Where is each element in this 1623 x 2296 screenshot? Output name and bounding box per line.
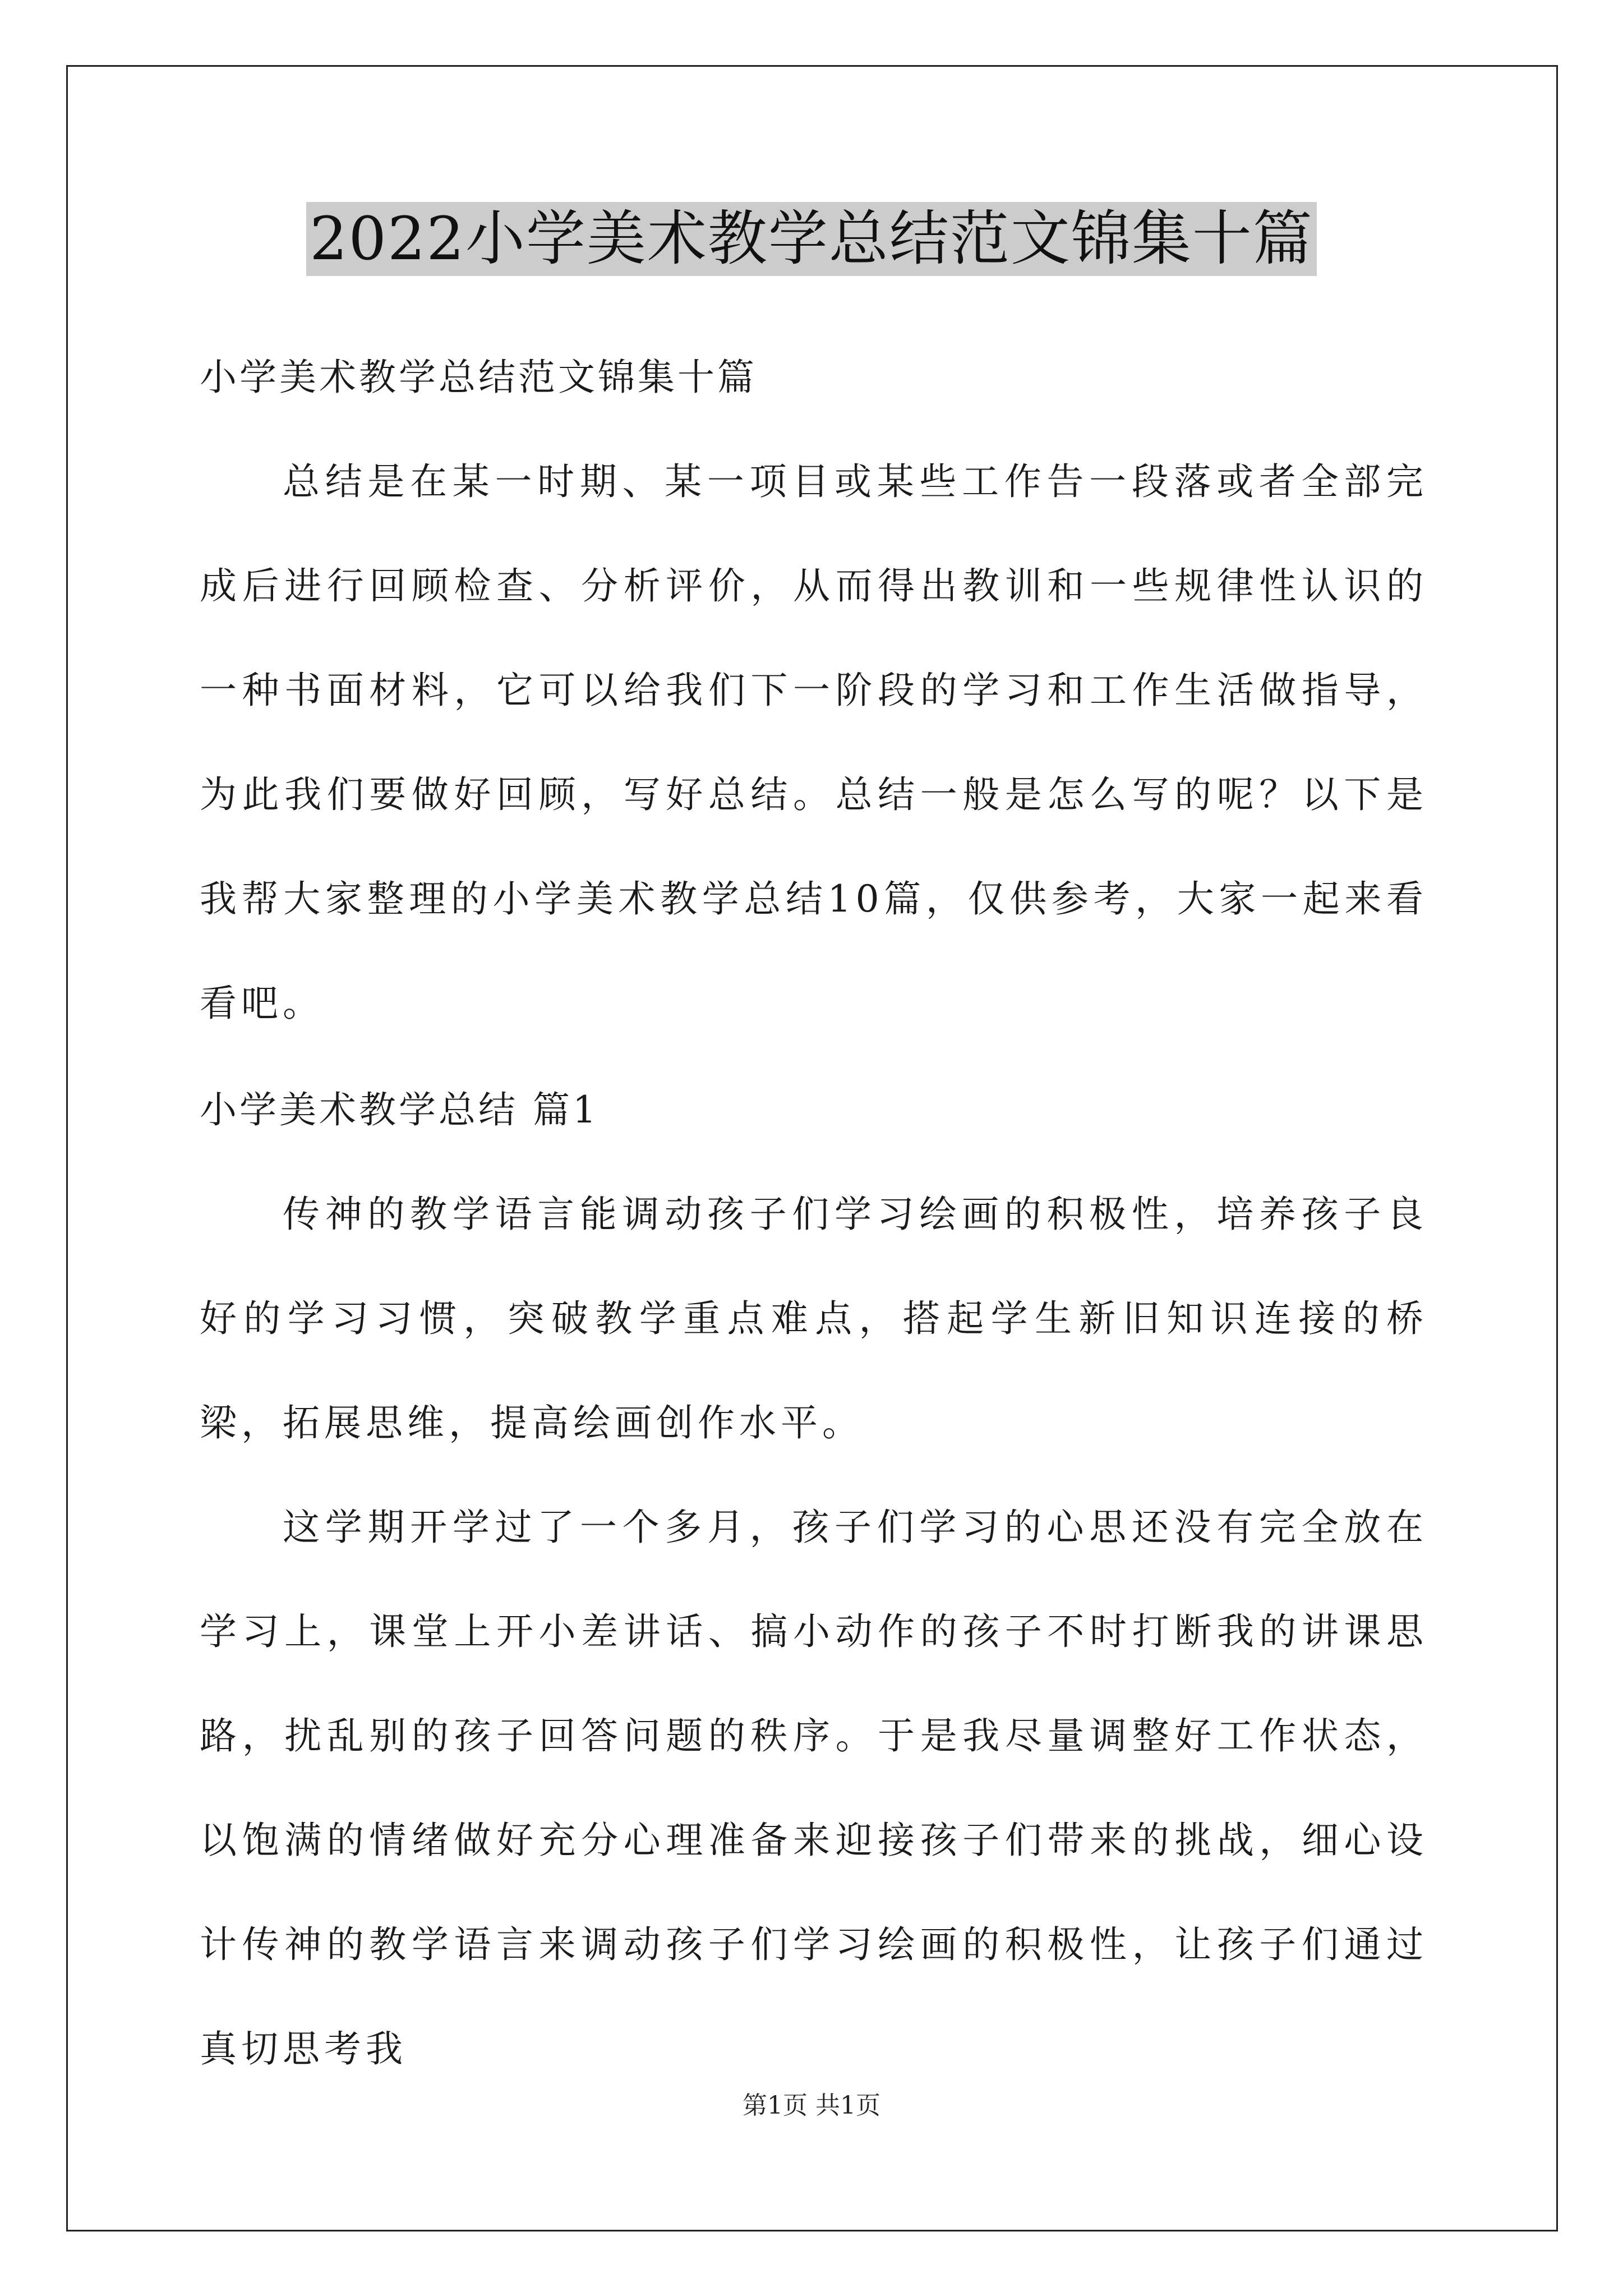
section-1-heading-block — [200, 1058, 1428, 1162]
intro-paragraph: 总结是在某一时期、某一项目或某些工作告一段落或者全部完成后进行回顾检查、分析评价，从而得出教训和一些规律性认识的一种书面材料，它可以给我们下一阶段的学习和工作生活做指导，为此我们要做好回顾，写好总结。总结一般是怎么写的呢？以下是我帮大家整理的小学美术教学总结10篇，仅供参考，大家一起来看看吧。 — [200, 460, 1428, 1025]
intro-block — [200, 430, 1428, 1056]
title-container — [0, 202, 1623, 276]
subtitle-block — [200, 325, 1428, 430]
section-1-paragraph-2: 这学期开学过了一个多月，孩子们学习的心思还没有完全放在学习上，课堂上开小差讲话、搞小动作的孩子不时打断我的讲课思路，扰乱别的孩子回答问题的秩序。于是我尽量调整好工作状态，以饱满的情绪做好充分心理准备来迎接孩子们带来的挑战，细心设计传神的教学语言来调动孩子们学习绘画的积极性，让孩子们通过真切思考我 — [200, 1506, 1428, 2070]
document-subtitle: 小学美术教学总结范文锦集十篇 — [200, 356, 757, 399]
page-number: 第1页 共1页 — [743, 2091, 880, 2120]
page-footer — [0, 2089, 1623, 2123]
section-1-paragraph-1: 传神的教学语言能调动孩子们学习绘画的积极性，培养孩子良好的学习习惯，突破教学重点难点，搭起学生新旧知识连接的桥梁，拓展思维，提高绘画创作水平。 — [200, 1193, 1428, 1444]
document-title: 2022小学美术教学总结范文锦集十篇 — [306, 202, 1317, 276]
section-1-body — [200, 1162, 1428, 2101]
section-1-heading: 小学美术教学总结 篇1 — [200, 1088, 599, 1131]
